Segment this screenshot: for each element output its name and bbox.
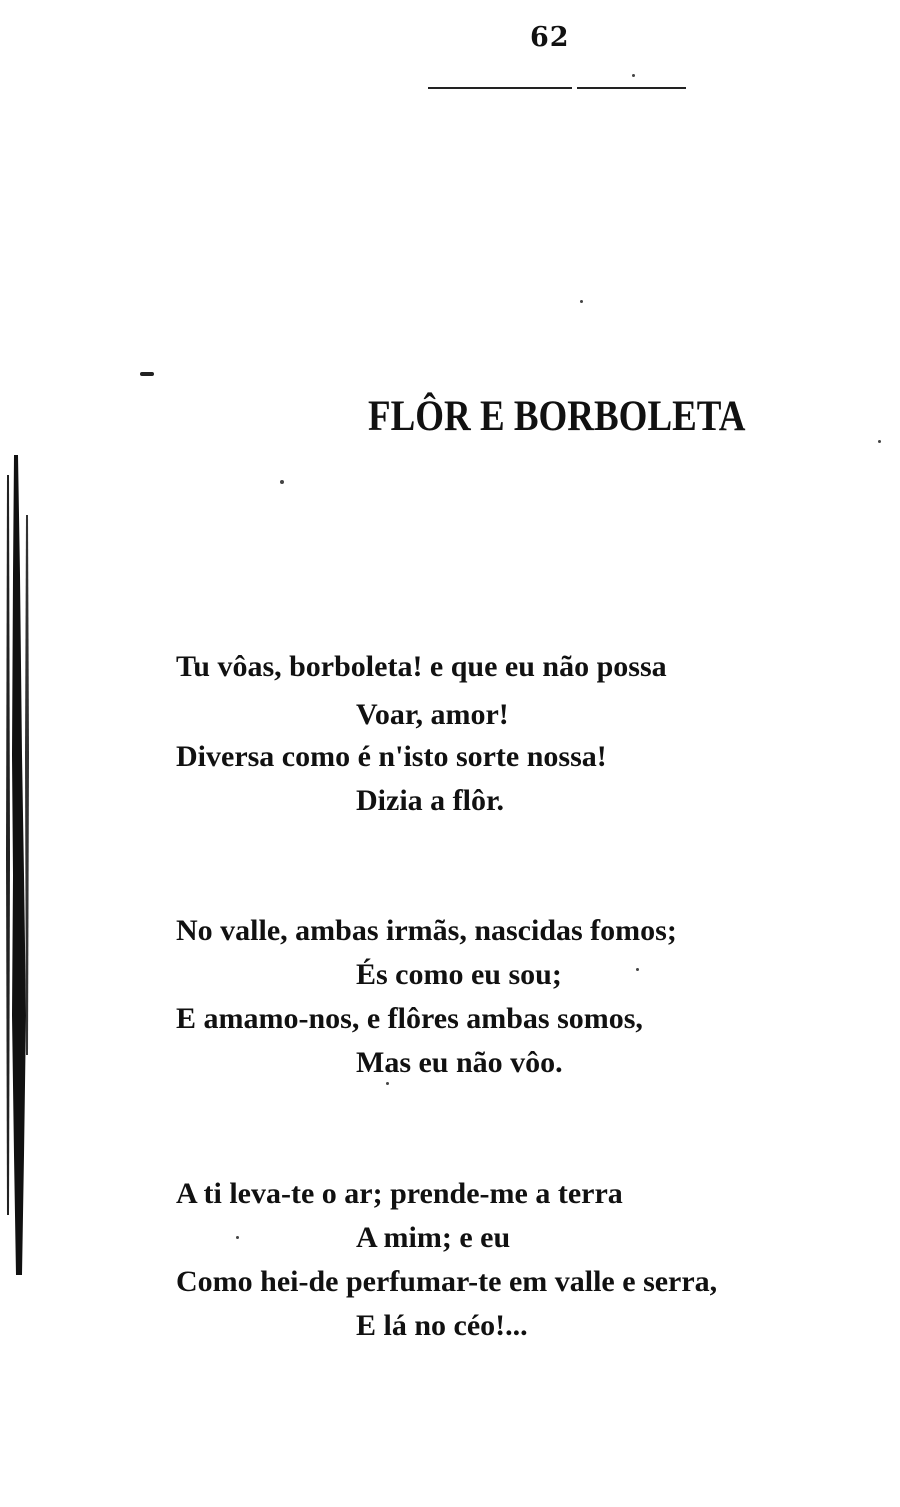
- print-speck: [280, 480, 284, 484]
- print-speck: [878, 440, 881, 443]
- poem-title: FLÔR E BORBOLETA: [368, 393, 746, 440]
- print-speck: [236, 1236, 239, 1239]
- poem-line: No valle, ambas irmãs, nascidas fomos;: [176, 914, 677, 947]
- header-rule-gap: [572, 86, 577, 90]
- binding-edge: [4, 455, 30, 1275]
- poem-line: E lá no céo!...: [356, 1309, 528, 1342]
- poem-line: Voar, amor!: [356, 698, 509, 731]
- print-speck: [580, 300, 583, 303]
- poem-line: Diversa como é n'isto sorte nossa!: [176, 740, 607, 773]
- poem-line: Como hei-de perfumar-te em valle e serra,: [176, 1265, 718, 1298]
- binding-stroke-right: [25, 515, 29, 1055]
- poem-line: A ti leva-te o ar; prende-me a terra: [176, 1177, 623, 1210]
- poem-line: Mas eu não vôo.: [356, 1046, 563, 1079]
- print-speck: [140, 372, 154, 376]
- print-speck: [632, 74, 635, 77]
- print-speck: [386, 1082, 389, 1085]
- poem-line: Tu vôas, borboleta! e que eu não possa: [176, 650, 667, 683]
- poem-line: A mim; e eu: [356, 1221, 511, 1254]
- binding-stroke-main: [12, 455, 26, 1275]
- poem-line: Dizia a flôr.: [356, 784, 505, 817]
- poem-line: És como eu sou;: [356, 958, 562, 991]
- poem-line: E amamo-nos, e flôres ambas somos,: [176, 1002, 643, 1035]
- binding-stroke-left: [6, 475, 10, 1215]
- header-rule: [428, 87, 686, 89]
- print-speck: [636, 968, 639, 971]
- page-number: 62: [530, 22, 570, 53]
